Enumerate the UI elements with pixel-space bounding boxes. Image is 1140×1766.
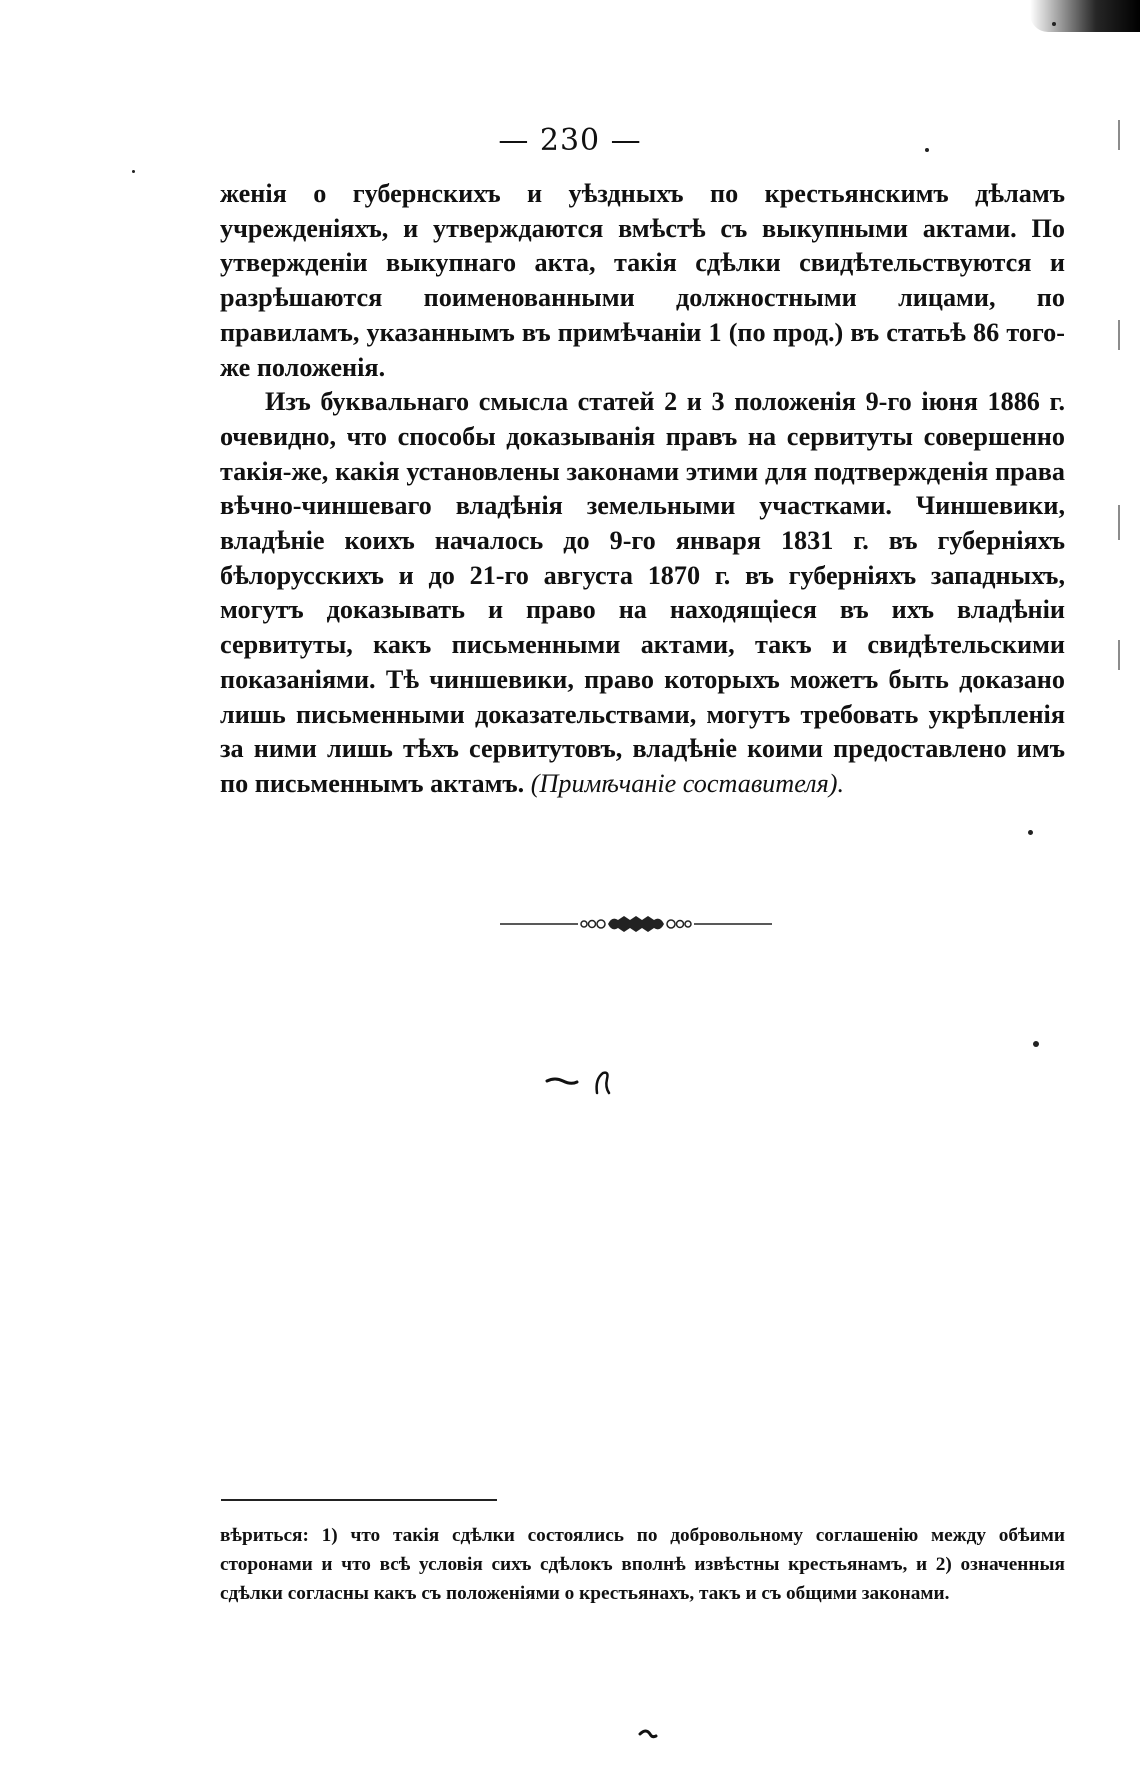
main-text	[220, 177, 1065, 802]
scan-edge-line	[1118, 505, 1120, 540]
scan-edge-line	[1118, 320, 1120, 350]
compiler-note: (Примѣчаніе составителя).	[530, 768, 845, 798]
scan-speck	[1033, 1041, 1039, 1047]
scan-speck	[132, 170, 135, 173]
scan-corner-smudge	[1030, 0, 1140, 32]
scan-speck	[1052, 22, 1056, 26]
page-number: — 230 —	[498, 123, 642, 158]
scan-speck	[1028, 830, 1033, 835]
paragraph-servitudes	[220, 385, 1065, 801]
ornamental-divider-icon	[500, 912, 772, 936]
stray-pen-mark	[545, 1065, 625, 1095]
paragraph-continuation: женія о губернскихъ и уѣздныхъ по крестьянскимъ дѣламъ учрежденіяхъ, и утверждаются вмѣстѣ съ выкупными актами. По утвержденіи выкупнаго акта, такія сдѣлки свидѣтельствуются и разрѣшаются поименованными должностными лицами, по правиламъ, указаннымъ въ примѣчаніи 1 (по прод.) въ статьѣ 86 того-же положенія.	[220, 179, 1065, 382]
footnote-text: вѣриться: 1) что такія сдѣлки состоялись по добровольному соглашенію между обѣими сторонами и что всѣ условія сихъ сдѣлокъ вполнѣ извѣстны крестьянамъ, и 2) означенныя сдѣлки согласны какъ съ положеніями о крестьянахъ, такъ и съ общими законами.	[220, 1525, 1065, 1605]
footnote	[220, 1521, 1065, 1609]
scan-edge-line	[1118, 640, 1120, 670]
footnote-rule	[221, 1499, 497, 1501]
paragraph-servitudes-text: Изъ буквальнаго смысла статей 2 и 3 положенія 9-го іюня 1886 г. очевидно, что способы доказыванія правъ на сервитуты совершенно такія-же, какія установлены законами этими для подтвержденія права вѣчно-чиншеваго владѣнія земельными участками. Чиншевики, владѣніе коихъ началось до 9-го января 1831 г. въ губерніяхъ бѣлорусскихъ и до 21-го августа 1870 г. въ губерніяхъ западныхъ, могутъ доказывать и право на находящіеся въ ихъ владѣніи сервитуты, какъ письменными актами, такъ и свидѣтельскими показаніями. Тѣ чиншевики, право которыхъ можетъ быть доказано лишь письменными доказательствами, могутъ требовать укрѣпленія за ними лишь тѣхъ сервитутовъ, владѣніе коими предоставлено имъ по письменнымъ актамъ.	[220, 387, 1065, 798]
bottom-ink-mark	[638, 1726, 658, 1742]
